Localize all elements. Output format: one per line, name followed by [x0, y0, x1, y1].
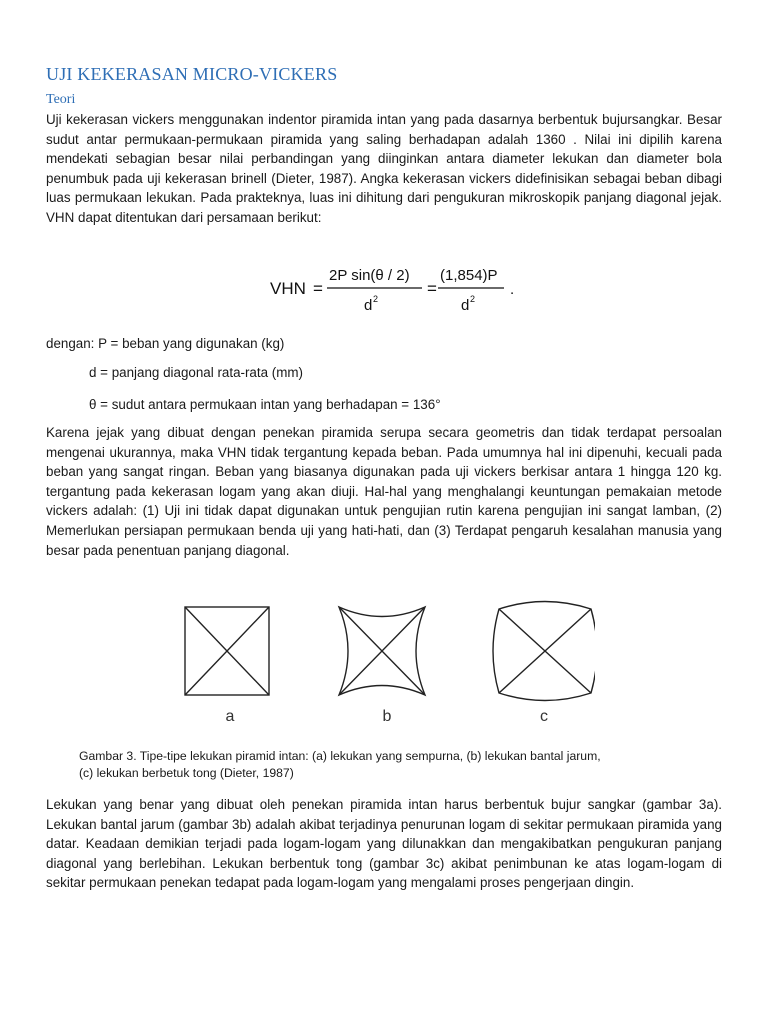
formula-denominator-2: d — [461, 297, 470, 314]
formula-denominator-1-exp: 2 — [373, 294, 379, 304]
formula-equals-1: = — [313, 279, 323, 298]
definition-p: dengan: P = beban yang digunakan (kg) — [46, 336, 285, 351]
page-title: UJI KEKERASAN MICRO-VICKERS — [46, 64, 338, 84]
figure-c-barrel-indent — [493, 602, 595, 701]
formula-denominator-2-exp: 2 — [470, 294, 476, 304]
figure-caption — [79, 748, 719, 782]
definition-d: d = panjang diagonal rata-rata (mm) — [89, 365, 303, 380]
figure-label-c: c — [540, 708, 548, 725]
figure-label-a: a — [225, 708, 235, 725]
figure-b-pincushion-indent — [339, 607, 425, 695]
paragraph-discussion: Karena jejak yang dibuat dengan penekan piramida serupa secara geometris dan tidak terdapat persoalan mengenai ukurannya, maka VHN tidak tergantung kepada beban. Pada umumnya hal ini dipenuhi, kecuali pada beban yang sangat ringan. Beban yang biasanya digunakan pada uji vickers berkisar antara 1 hingga 120 kg. tergantung pada kekerasan logam yang akan diuji. Hal-hal yang menghalangi keuntungan pemakaian metode vickers adalah: (1) Uji ini tidak dapat digunakan untuk pengujian rutin karena pengujian ini sangat lamban, (2) Memerlukan persiapan permukaan benda uji yang hati-hati, dan (3) Terdapat pengaruh kesalahan manusia yang besar pada penentuan panjang diagonal. — [46, 425, 722, 558]
formula-trailing-dot: . — [510, 281, 515, 298]
figure-a-square-indent — [185, 607, 269, 695]
paragraph-intro: Uji kekerasan vickers menggunakan indentor piramida intan yang pada dasarnya berbentuk bujursangkar. Besar sudut antar permukaan-permukaan piramida yang saling berhadapan adalah 1360 . Nilai ini dipilih karena mendekati sebagian besar nilai perbandingan yang diinginkan antara diameter lekukan dan diameter bola penumbuk pada uji kekerasan brinell (Dieter, 1987). Angka kekerasan vickers didefinisikan sebagai beban dibagi luas permukaan lekukan. Pada prakteknya, luas ini dihitung dari pengukuran mikroskopik panjang diagonal jejak. VHN dapat ditentukan dari persamaan berikut: — [46, 112, 722, 225]
section-subtitle: Teori — [46, 92, 76, 107]
figure-caption-line-1: Gambar 3. Tipe-tipe lekukan piramid intan: (a) lekukan yang sempurna, (b) lekukan bantal jarum, — [79, 749, 601, 763]
figure-label-b: b — [382, 708, 392, 725]
indentation-figures — [175, 600, 595, 705]
paragraph-closing: Lekukan yang benar yang dibuat oleh penekan piramida intan harus berbentuk bujur sangkar (gambar 3a). Lekukan bantal jarum (gambar 3b) adalah akibat terjadinya penurunan logam di sekitar permukaan piramida yang datar. Keadaan demikian terjadi pada logam-logam yang dilunakkan dan mengakibatkan pengukuran panjang diagonal yang berlebihan. Lekukan berbentuk tong (gambar 3c) akibat penimbunan ke atas logam-logam di sekitar permukaan penekan tedapat pada logam-logam yang mengalami proses pengerjaan dingin. — [46, 797, 722, 891]
formula-numerator-1: 2P sin(θ / 2) — [329, 267, 410, 284]
formula-denominator-1: d — [364, 297, 373, 314]
vhn-formula — [268, 258, 528, 318]
formula-numerator-2: (1,854)P — [440, 267, 498, 284]
figure-caption-line-2: (c) lekukan berbetuk tong (Dieter, 1987) — [79, 766, 294, 780]
formula-lhs: VHN — [270, 279, 306, 298]
definition-theta: θ = sudut antara permukaan intan yang berhadapan = 136° — [89, 397, 441, 412]
formula-equals-2: = — [427, 279, 437, 298]
